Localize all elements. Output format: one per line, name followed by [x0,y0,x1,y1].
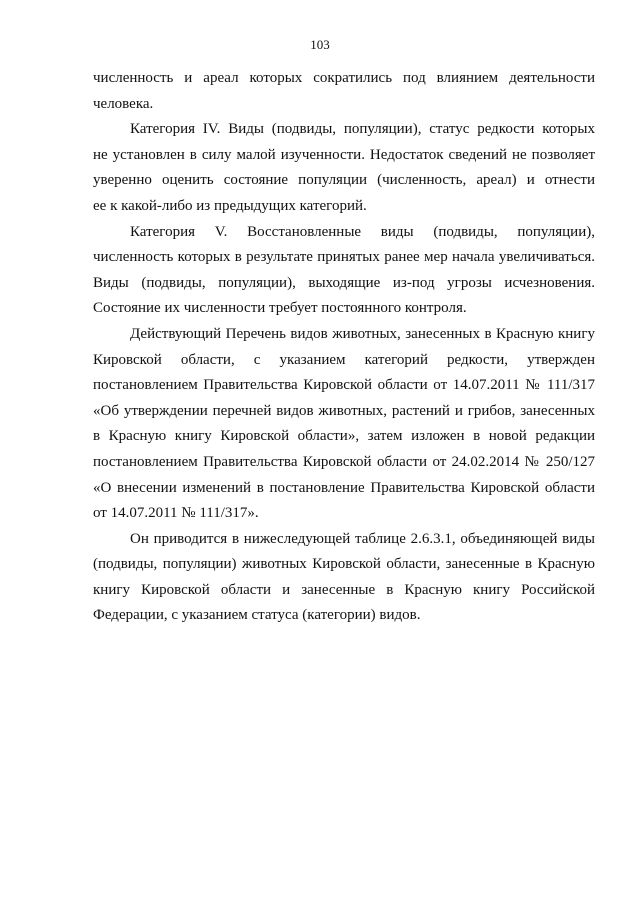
text-line: не установлен в силу малой изученности. Недостаток сведений не позволяет [93,146,595,163]
text-line: человека. [93,95,154,112]
body-text [93,66,595,629]
text-line: Он приводится в нижеследующей таблице 2.6.3.1, объединяющей виды [130,530,595,547]
text-line: Федерации, с указанием статуса (категории) видов. [93,607,421,624]
text-line: Состояние их численности требует постоянного контроля. [93,300,467,317]
text-line: уверенно оценить состояние популяции (численность, ареал) и отнести [93,172,595,189]
text-line: от 14.07.2011 № 111/317». [93,505,259,522]
page-number: 103 [310,37,330,52]
text-line: Категория IV. Виды (подвиды, популяции), статус редкости которых [130,121,595,138]
text-line: численность и ареал которых сократились под влиянием деятельности [93,70,595,86]
text-line: Виды (подвиды, популяции), выходящие из-под угрозы исчезновения. [93,274,595,291]
text-line: (подвиды, популяции) животных Кировской области, занесенные в Красную [93,556,595,573]
text-line: в Красную книгу Кировской области», затем изложен в новой редакции [93,428,595,445]
text-line: постановлением Правительства Кировской области от 14.07.2011 № 111/317 [93,377,595,394]
text-line: «Об утверждении перечней видов животных, растений и грибов, занесенных [93,402,595,419]
text-line: Категория V. Восстановленные виды (подвиды, популяции), [130,223,595,240]
text-line: «О внесении изменений в постановление Правительства Кировской области [93,479,595,496]
text-line: Действующий Перечень видов животных, занесенных в Красную книгу [130,325,595,342]
text-line: постановлением Правительства Кировской области от 24.02.2014 № 250/127 [93,453,595,470]
text-line: численность которых в результате принятых ранее мер начала увеличиваться. [93,249,595,266]
text-line: Кировской области, с указанием категорий редкости, утвержден [93,351,595,368]
text-line: книгу Кировской области и занесенные в Красную книгу Российской [93,581,595,598]
text-line: ее к какой-либо из предыдущих категорий. [93,197,367,214]
